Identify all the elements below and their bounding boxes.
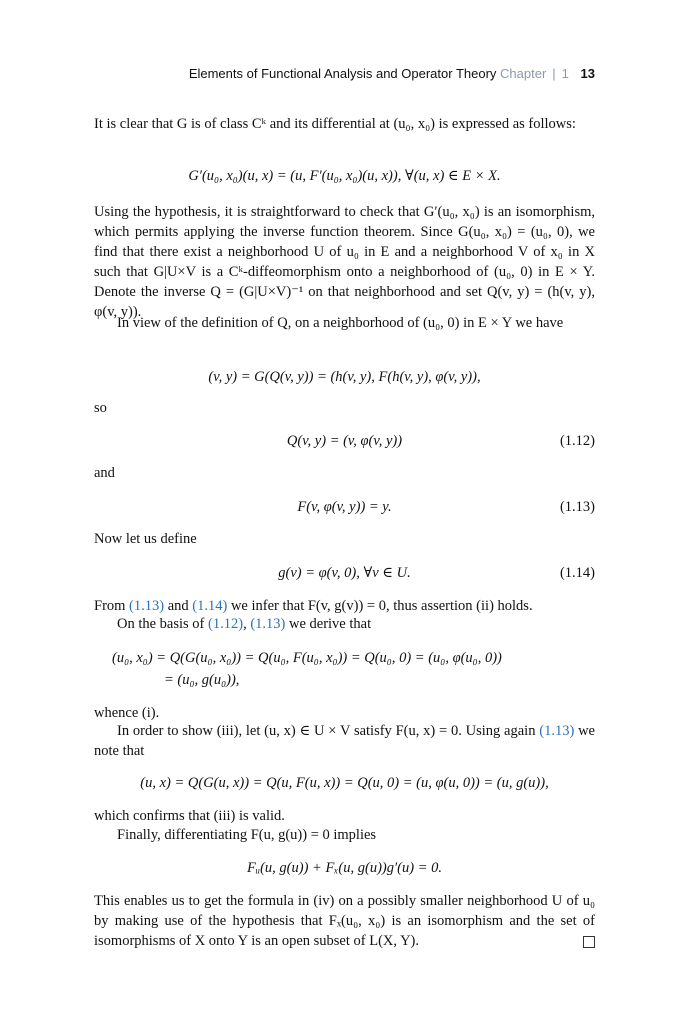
chapter-number: 1 [561, 66, 569, 81]
header-separator: | [552, 66, 556, 81]
ref-1-13-link[interactable]: (1.13) [129, 598, 165, 614]
equation-1-12 [94, 431, 595, 451]
paragraph-8 [94, 721, 595, 761]
word-and: and [94, 465, 115, 481]
chapter-label: Chapter [500, 66, 547, 81]
equation-1-12-number: (1.12) [559, 433, 595, 449]
paragraph-11-text: This enables us to get the formula in (iv) on a possibly smaller neighborhood U of u₀ by making use of the hypothesis that Fₓ(u₀, x₀) is an isomorphism and the set of isomorphisms of X onto Y is an open subset of L(X, Y). [94, 893, 595, 949]
page-number: 13 [580, 66, 595, 81]
equation-1-13-body: F(v, φ(v, y)) = y. [297, 499, 392, 515]
word-so: so [94, 400, 107, 416]
qed-square-icon [583, 936, 595, 948]
paragraph-9: which confirms that (iii) is valid. [94, 808, 285, 824]
ref-1-13-link[interactable]: (1.13) [250, 616, 286, 632]
equation-1-12-body: Q(v, y) = (v, φ(v, y)) [286, 433, 403, 449]
equation-1-14 [94, 563, 595, 583]
paragraph-4: Now let us define [94, 531, 197, 547]
paragraph-1: It is clear that G is of class Cᵏ and its differential at (u₀, x₀) is expressed as follows: [94, 116, 576, 132]
equation-derivation-line-1: (u₀, x₀) = Q(G(u₀, x₀)) = Q(u₀, F(u₀, x₀)) = Q(u₀, 0) = (u₀, φ(u₀, 0)) [112, 650, 502, 666]
equation-1-13 [94, 497, 595, 517]
paragraph-10: Finally, differentiating F(u, g(u)) = 0 implies [117, 827, 377, 843]
equation-ux-chain: (u, x) = Q(G(u, x)) = Q(u, F(u, x)) = Q(u, 0) = (u, φ(u, 0)) = (u, g(u)), [140, 775, 549, 791]
text-span: On the basis of [117, 616, 209, 632]
ref-1-14-link[interactable]: (1.14) [192, 598, 228, 614]
paragraph-5 [94, 596, 595, 616]
ref-1-12-link[interactable]: (1.12) [208, 616, 244, 632]
equation-derivation-line-2: = (u₀, g(u₀)), [164, 672, 240, 688]
text-span: , [243, 616, 251, 632]
equation-1-14-number: (1.14) [559, 565, 595, 581]
text-span: and [164, 598, 193, 614]
text-span: we note that [94, 723, 595, 759]
text-span: we infer that F(v, g(v)) = 0, thus assertion (ii) holds. [227, 598, 533, 614]
paragraph-11 [94, 891, 595, 951]
equation-1-14-body: g(v) = φ(v, 0), ∀v ∈ U. [278, 565, 411, 581]
running-header [189, 66, 595, 81]
paragraph-6 [94, 614, 595, 634]
ref-1-13-link[interactable]: (1.13) [539, 723, 575, 739]
paragraph-3: In view of the definition of Q, on a neighborhood of (u₀, 0) in E × Y we have [117, 315, 564, 331]
equation-1-13-number: (1.13) [559, 499, 595, 515]
equation-g-of-q: (v, y) = G(Q(v, y)) = (h(v, y), F(h(v, y), φ(v, y)), [208, 369, 481, 385]
text-span: we derive that [285, 616, 372, 632]
equation-derivative-zero: Fᵤ(u, g(u)) + Fₓ(u, g(u))g′(u) = 0. [247, 860, 442, 876]
equation-differential: G′(u₀, x₀)(u, x) = (u, F′(u₀, x₀)(u, x)), ∀(u, x) ∈ E × X. [188, 168, 501, 184]
text-span: From [94, 598, 130, 614]
book-title: Elements of Functional Analysis and Operator Theory [188, 66, 497, 81]
paragraph-2: Using the hypothesis, it is straightforward to check that G′(u₀, x₀) is an isomorphism, which permits applying the inverse function theorem. Since G(u₀, x₀) = (u₀, 0), we find that there exist a neighborhood U of u₀ in E and a neighborhood V of x₀ in X such that G|U×V is a Cᵏ-diffeomorphism onto a neighborhood of (u₀, 0) in E × Y. Denote the inverse Q = (G|U×V)⁻¹ on that neighborhood and set Q(v, y) = (h(v, y), φ(v, y)). [94, 204, 595, 320]
paragraph-7: whence (i). [94, 705, 160, 721]
text-span: In order to show (iii), let (u, x) ∈ U × V satisfy F(u, x) = 0. Using again [117, 723, 540, 739]
